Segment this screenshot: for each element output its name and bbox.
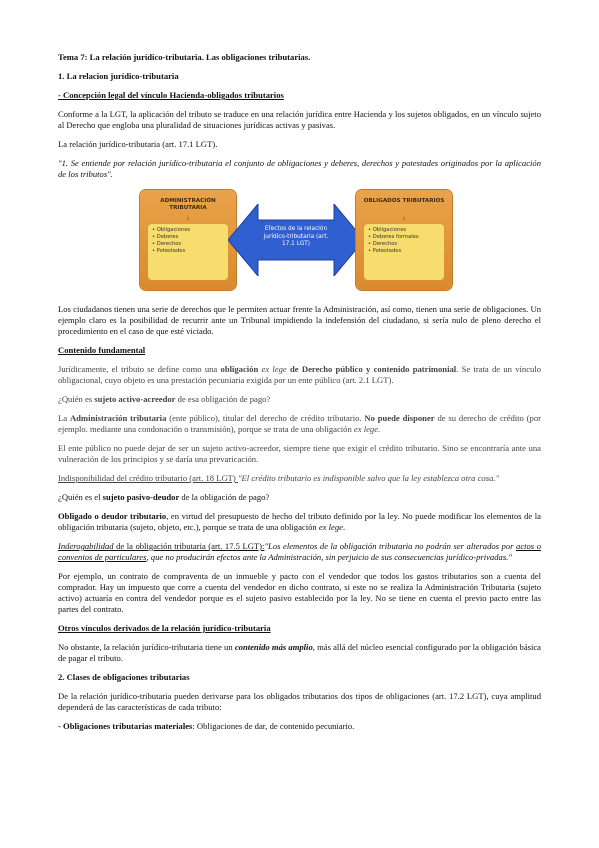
paragraph-ente-publico: El ente público no puede dejar de ser un sujeto activo-acreedor, siempre tiene que exigir el crédito tributario. Sino se encontraría ante una vulneración de los principios y se daría una prevaricación. — [58, 443, 541, 464]
text-run: de esa obligación de pago? — [175, 394, 271, 404]
list-item: • Deberes formales — [368, 234, 419, 240]
text-run-italic-underline: actos o convenios de particulares — [58, 541, 541, 562]
text-run-italic: , que no producirán efectos ante la Administración, sin perjuicio de sus consecuencias jurídico-privadas." — [146, 552, 512, 562]
list-item: • Derechos — [152, 241, 182, 247]
document-page — [58, 52, 541, 740]
list-item: • Derechos — [368, 241, 398, 247]
text-run-bold: obligación — [220, 364, 259, 374]
text-run: (ente público), titular del derecho de crédito tributario. — [166, 413, 365, 423]
text-run: : Obligaciones de dar, de contenido pecuniario. — [192, 721, 355, 731]
text-run-italic: "El crédito tributario es indisponible salvo que la ley establezca otra cosa." — [237, 473, 500, 483]
text-run-italic: ex lege — [258, 364, 287, 374]
text-run-bold: - Obligaciones tributarias materiales — [58, 721, 193, 731]
double-arrow — [228, 204, 364, 276]
list-item: • Deberes — [152, 234, 179, 240]
text-run: de su derecho de crédito (por ejemplo. mediante una condonación o transmisión), porque se trata de una obligación — [58, 413, 541, 434]
text-run-bold: Obligado o deudor tributario — [58, 511, 167, 521]
text-run-underline: de la obligación tributaria (art. 17.5 LGT): — [113, 541, 265, 551]
list-item: • Obligaciones — [152, 227, 191, 233]
text-run-italic: ex lege — [353, 424, 379, 434]
text-run: . — [378, 424, 381, 434]
down-arrow-icon: ↓ — [402, 214, 406, 222]
admin-box-title: ADMINISTRACIÓN TRIBUTARIA — [160, 198, 216, 211]
text-run: ¿Quién es — [58, 394, 95, 404]
obligados-box — [356, 190, 452, 290]
text-run: Jurídicamente, el tributo se define como una — [58, 364, 221, 374]
text-run: ¿Quién es el — [58, 492, 103, 502]
text-run-bold: No puede disponer — [364, 413, 435, 423]
paragraph-relacion-art17: La relación jurídico-tributaria (art. 17.1 LGT). — [58, 139, 218, 149]
text-run-bold: sujeto pasivo-deudor — [102, 492, 180, 502]
paragraph-obligado — [58, 511, 541, 533]
question-sujeto-activo — [58, 394, 541, 405]
heading-contenido-fundamental: Contenido fundamental — [58, 345, 146, 355]
admin-box — [140, 190, 236, 290]
text-run-bold: sujeto activo-acreedor — [94, 394, 176, 404]
quote-art17-1: "1. Se entiende por relación jurídico-tributaria el conjunto de obligaciones y deberes, derechos y potestades originados por la aplicación de los tributos". — [58, 158, 541, 179]
text-run-italic: ex lege — [318, 522, 343, 532]
text-run-italic-underline: Inderogabilidad — [58, 541, 114, 551]
list-item: • Potestades — [152, 248, 186, 254]
text-run: La — [58, 413, 70, 423]
text-run: . — [342, 522, 346, 532]
text-run-underline: Indisponibilidad del crédito tributario (art. 18 LGT) — [58, 473, 238, 483]
text-run: No obstante, la relación jurídico-tributaria tiene un — [58, 642, 235, 652]
section-heading-1: 1. La relacion jurídico-tributaria — [58, 71, 179, 81]
section-heading-2: 2. Clases de obligaciones tributarias — [58, 672, 190, 682]
relation-diagram — [140, 190, 452, 290]
text-run-bold-italic: contenido más amplio — [234, 642, 313, 652]
text-run: , en virtud del presupuesto de hecho del tributo definido por la ley. No puede modificar los elementos de la obligación tributaria (sujeto, objeto, etc.), porque se trata de una obligación — [58, 511, 541, 532]
paragraph-ciudadanos: Los ciudadanos tienen una serie de derechos que le permiten actuar frente la Administración, así como, tienen una serie de obligaciones. Un ejemplo claro es la posibilidad de recurrir ante un Tribunal impidiendo la indefensión del ciudadano, si sería nulo de pleno derecho el procedimiento en el caso de que esté viciado. — [58, 304, 541, 336]
admin-box-list — [148, 224, 228, 280]
paragraph-administracion — [58, 413, 541, 435]
text-run-bold: de Derecho público y contenido patrimonial — [286, 364, 457, 374]
heading-otros-vinculos: Otros vínculos derivados de la relación jurídico-tributaria — [58, 623, 271, 633]
text-run-bold: Administración tributaria — [69, 413, 167, 423]
text-run: , más allá del núcleo esencial configurado por la obligación básica de pagar el tributo. — [58, 642, 541, 663]
paragraph-juridicamente — [58, 364, 541, 386]
down-arrow-icon: ↓ — [186, 214, 190, 222]
text-run-italic: "Los elementos de la obligación tributaria no podrán ser alterados por — [264, 541, 517, 551]
paragraph-obligaciones-materiales — [58, 721, 541, 732]
paragraph-inderogabilidad — [58, 541, 541, 563]
document-title: Tema 7: La relación jurídico-tributaria. Las obligaciones tributarias. — [58, 52, 311, 62]
paragraph-indisponibilidad — [58, 473, 541, 484]
paragraph-no-obstante — [58, 642, 541, 664]
question-sujeto-pasivo — [58, 492, 541, 503]
paragraph-ejemplo-compraventa: Por ejemplo, un contrato de compraventa de un inmueble y pacto con el vendedor que todos los gastos tributarios son a cuenta del comprador. Hay un impuesto que corre a cuenta del vendedor en dicho contrato, si este no se realiza la Administración Tributaria (sujeto activo) actuaría en contra del vendedor porque es el sujeto pasivo establecido por la ley. No se tiene en cuenta el previo pacto entre las partes del contrato. — [58, 571, 541, 614]
text-run: de la obligación de pago? — [179, 492, 270, 502]
list-item: • Potestades — [368, 248, 402, 254]
list-item: • Obligaciones — [368, 227, 407, 233]
double-arrow-label: Efectos de la relación jurídico-tributaria (art. 17.1 LGT) — [263, 226, 329, 247]
paragraph-clases: De la relación jurídico-tributaria pueden derivarse para los obligados tributarios dos tipos de obligaciones (art. 17.2 LGT), cuya amplitud dependerá de las características de cada tributo: — [58, 691, 541, 712]
text-run: . Se trata de un vínculo obligacional, cuyo objeto es una prestación pecuniaria exigida por un ente público (art. 2.1 LGT). — [58, 364, 542, 385]
subsection-heading-concepcion: - Concepción legal del vínculo Hacienda-obligados tributarios — [58, 90, 284, 100]
obligados-box-title: OBLIGADOS TRIBUTARIOS — [363, 198, 445, 204]
obligados-box-list — [364, 224, 444, 280]
paragraph-conforme: Conforme a la LGT, la aplicación del tributo se traduce en una relación jurídica entre Hacienda y los sujetos obligados, en un vínculo sujeto al Derecho que engloba una pluralidad de situaciones jurídicas activas y pasivas. — [58, 109, 541, 130]
